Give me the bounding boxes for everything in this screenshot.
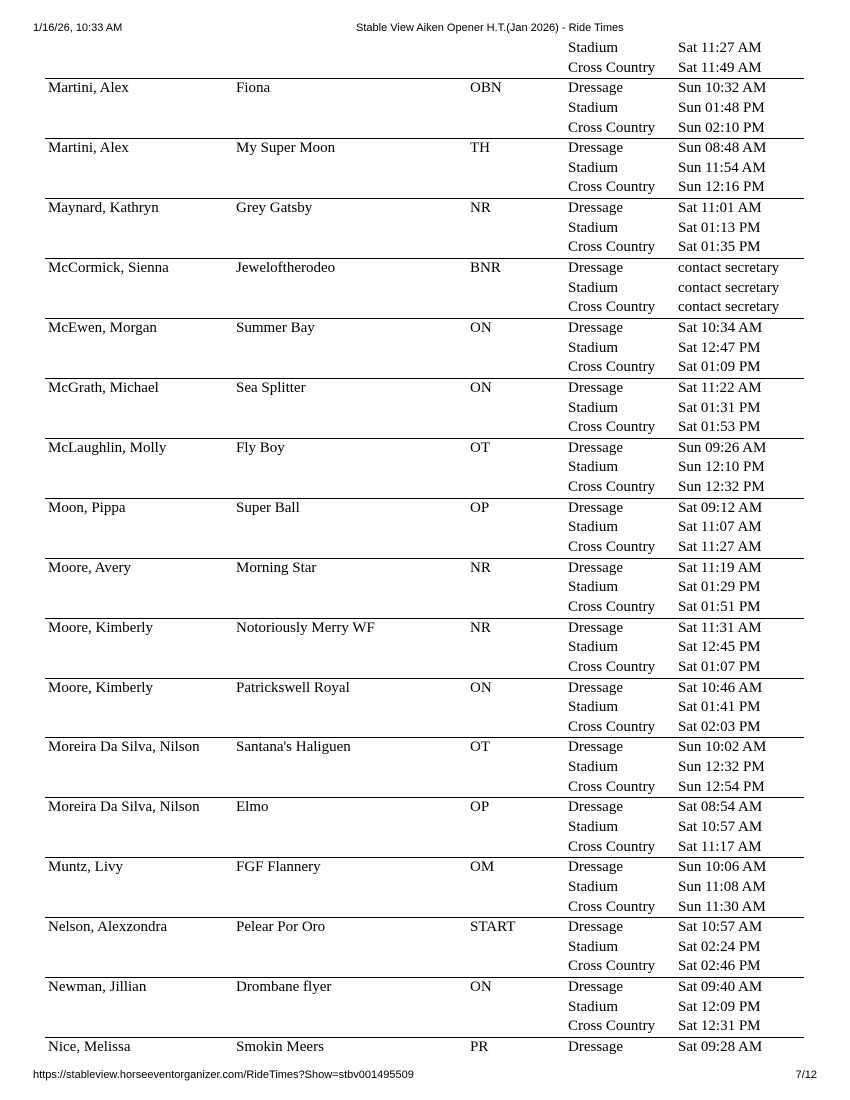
time-cell: Sun 08:48 AM [678, 140, 767, 157]
time-cell: Sun 11:54 AM [678, 159, 766, 176]
table-row [45, 977, 804, 1037]
time-cell: contact secretary [678, 279, 780, 296]
horse-cell: Santana's Haliguen [236, 739, 351, 756]
phase-cell: Cross Country [568, 479, 656, 496]
division-cell: START [470, 919, 516, 936]
time-line [45, 379, 804, 399]
division-cell: NR [470, 559, 491, 576]
table-row [45, 198, 804, 258]
time-cell: Sat 12:45 PM [678, 639, 761, 656]
time-line [45, 159, 804, 179]
time-line [45, 658, 804, 678]
page-url: https://stableview.horseeventorganizer.com/RideTimes?Show=stbv001495509 [33, 1069, 414, 1081]
phase-cell: Dressage [568, 619, 623, 636]
division-cell: ON [470, 319, 492, 336]
time-line [45, 1017, 804, 1037]
time-cell: Sun 09:26 AM [678, 439, 767, 456]
rider-cell: Moore, Avery [48, 559, 132, 576]
horse-cell: Jeweloftherodeo [236, 260, 336, 277]
phase-cell: Stadium [568, 938, 619, 955]
time-cell: Sat 11:27 AM [678, 539, 762, 556]
phase-cell: Dressage [568, 679, 623, 696]
phase-cell: Cross Country [568, 119, 656, 136]
time-cell: Sat 01:09 PM [678, 359, 761, 376]
phase-cell: Stadium [568, 339, 619, 356]
table-row [45, 857, 804, 917]
time-cell: Sat 11:27 AM [678, 40, 762, 56]
time-cell: Sat 01:53 PM [678, 419, 761, 436]
division-cell: OP [470, 499, 490, 516]
phase-cell: Stadium [568, 699, 619, 716]
phase-cell: Cross Country [568, 419, 656, 436]
time-line [45, 758, 804, 778]
division-cell: NR [470, 200, 491, 217]
rider-cell: McGrath, Michael [48, 379, 159, 396]
time-line [45, 778, 804, 798]
time-line [45, 818, 804, 838]
rider-cell: Moreira Da Silva, Nilson [48, 739, 200, 756]
table-row [45, 438, 804, 498]
time-cell: Sat 01:35 PM [678, 239, 761, 256]
ride-times-table [45, 39, 804, 1058]
rider-cell: Nelson, Alexzondra [48, 919, 168, 936]
time-line [45, 918, 804, 938]
time-cell: Sat 01:07 PM [678, 658, 761, 675]
time-line [45, 279, 804, 299]
time-cell: Sat 09:28 AM [678, 1039, 763, 1056]
horse-cell: Sea Splitter [236, 379, 306, 396]
time-line [45, 119, 804, 139]
time-cell: Sat 11:17 AM [678, 838, 762, 855]
rider-cell: McLaughlin, Molly [48, 439, 167, 456]
time-line [45, 938, 804, 958]
time-cell: contact secretary [678, 299, 780, 316]
time-cell: Sat 12:31 PM [678, 1018, 761, 1035]
table-row [45, 78, 804, 138]
time-cell: Sat 10:46 AM [678, 679, 763, 696]
time-line [45, 358, 804, 378]
time-cell: Sat 01:29 PM [678, 579, 761, 596]
print-datetime: 1/16/26, 10:33 AM [33, 22, 123, 34]
time-cell: Sun 12:32 PM [678, 759, 765, 776]
division-cell: ON [470, 679, 492, 696]
division-cell: TH [470, 140, 490, 157]
time-line [45, 259, 804, 279]
horse-cell: My Super Moon [236, 140, 336, 157]
horse-cell: Drombane flyer [236, 979, 332, 996]
horse-cell: FGF Flannery [236, 859, 321, 876]
phase-cell: Dressage [568, 919, 623, 936]
phase-cell: Cross Country [568, 539, 656, 556]
table-row [45, 258, 804, 318]
phase-cell: Cross Country [568, 59, 656, 76]
time-line [45, 298, 804, 318]
table-row [45, 737, 804, 797]
time-line [45, 898, 804, 918]
phase-cell: Dressage [568, 379, 623, 396]
time-line [45, 339, 804, 359]
horse-cell: Elmo [236, 799, 269, 816]
phase-cell: Stadium [568, 159, 619, 176]
division-cell: OT [470, 439, 490, 456]
phase-cell: Stadium [568, 639, 619, 656]
page-number: 7/12 [795, 1069, 817, 1081]
time-line [45, 957, 804, 977]
time-cell: Sat 08:54 AM [678, 799, 763, 816]
table-row [45, 618, 804, 678]
time-cell: Sat 02:24 PM [678, 938, 761, 955]
time-cell: Sat 09:12 AM [678, 499, 763, 516]
time-line [45, 798, 804, 818]
phase-cell: Cross Country [568, 658, 656, 675]
table-row [45, 917, 804, 977]
phase-cell: Cross Country [568, 1018, 656, 1035]
time-cell: Sun 02:10 PM [678, 119, 765, 136]
time-line [45, 458, 804, 478]
phase-cell: Dressage [568, 1039, 623, 1056]
time-cell: Sat 02:46 PM [678, 958, 761, 975]
time-line [45, 478, 804, 498]
phase-cell: Cross Country [568, 359, 656, 376]
table-row [45, 797, 804, 857]
time-line [45, 178, 804, 198]
time-line [45, 559, 804, 579]
time-line [45, 838, 804, 858]
time-line [45, 619, 804, 639]
rider-cell: Maynard, Kathryn [48, 200, 159, 217]
time-line [45, 598, 804, 618]
time-cell: Sat 02:03 PM [678, 718, 761, 735]
phase-cell: Dressage [568, 799, 623, 816]
time-cell: Sun 01:48 PM [678, 99, 765, 116]
time-cell: Sat 01:41 PM [678, 699, 761, 716]
horse-cell: Fly Boy [236, 439, 285, 456]
horse-cell: Pelear Por Oro [236, 919, 326, 936]
table-row [45, 558, 804, 618]
time-line [45, 978, 804, 998]
time-line [45, 99, 804, 119]
time-cell: Sat 01:51 PM [678, 598, 761, 615]
division-cell: PR [470, 1039, 489, 1056]
table-row [45, 138, 804, 198]
phase-cell: Stadium [568, 519, 619, 536]
time-line [45, 399, 804, 419]
time-line [45, 998, 804, 1018]
horse-cell: Summer Bay [236, 319, 315, 336]
time-cell: Sat 10:34 AM [678, 319, 763, 336]
time-cell: Sat 11:07 AM [678, 519, 762, 536]
time-cell: Sat 01:31 PM [678, 399, 761, 416]
time-line [45, 698, 804, 718]
horse-cell: Patrickswell Royal [236, 679, 350, 696]
phase-cell: Stadium [568, 399, 619, 416]
continuation-row [45, 59, 804, 79]
table-row [45, 678, 804, 738]
table-row [45, 1037, 804, 1058]
time-cell: Sat 11:31 AM [678, 619, 762, 636]
time-cell: Sun 11:08 AM [678, 878, 766, 895]
phase-cell: Stadium [568, 759, 619, 776]
rider-cell: Moore, Kimberly [48, 679, 153, 696]
horse-cell: Notoriously Merry WF [236, 619, 375, 636]
phase-cell: Dressage [568, 859, 623, 876]
time-cell: Sun 10:02 AM [678, 739, 767, 756]
continuation-row [45, 39, 804, 59]
phase-cell: Stadium [568, 279, 619, 296]
phase-cell: Cross Country [568, 179, 656, 196]
page-title: Stable View Aiken Opener H.T.(Jan 2026) - Ride Times [356, 22, 624, 34]
horse-cell: Morning Star [236, 559, 317, 576]
phase-cell: Cross Country [568, 958, 656, 975]
phase-cell: Cross Country [568, 598, 656, 615]
time-cell: Sat 10:57 AM [678, 818, 763, 835]
division-cell: ON [470, 979, 492, 996]
phase-cell: Dressage [568, 559, 623, 576]
time-line [45, 418, 804, 438]
rider-cell: Moreira Da Silva, Nilson [48, 799, 200, 816]
rider-cell: McCormick, Sienna [48, 260, 169, 277]
rider-cell: McEwen, Morgan [48, 319, 157, 336]
time-line [45, 518, 804, 538]
time-cell: Sun 11:30 AM [678, 898, 766, 915]
time-cell: Sat 12:09 PM [678, 998, 761, 1015]
phase-cell: Dressage [568, 319, 623, 336]
time-line [45, 1038, 804, 1058]
rider-cell: Moore, Kimberly [48, 619, 153, 636]
phase-cell: Stadium [568, 40, 619, 56]
division-cell: NR [470, 619, 491, 636]
time-line [45, 578, 804, 598]
rider-cell: Muntz, Livy [48, 859, 123, 876]
time-line [45, 718, 804, 738]
phase-cell: Dressage [568, 979, 623, 996]
phase-cell: Dressage [568, 499, 623, 516]
phase-cell: Dressage [568, 200, 623, 217]
rider-cell: Martini, Alex [48, 140, 129, 157]
time-line [45, 439, 804, 459]
division-cell: ON [470, 379, 492, 396]
phase-cell: Stadium [568, 219, 619, 236]
rider-cell: Moon, Pippa [48, 499, 126, 516]
horse-cell: Smokin Meers [236, 1039, 324, 1056]
time-cell: Sat 11:22 AM [678, 379, 762, 396]
time-cell: Sat 09:40 AM [678, 979, 763, 996]
time-line [45, 199, 804, 219]
phase-cell: Cross Country [568, 778, 656, 795]
time-cell: Sun 12:10 PM [678, 459, 765, 476]
phase-cell: Cross Country [568, 299, 656, 316]
phase-cell: Stadium [568, 579, 619, 596]
horse-cell: Super Ball [236, 499, 300, 516]
time-cell: Sat 11:19 AM [678, 559, 762, 576]
phase-cell: Stadium [568, 99, 619, 116]
time-cell: Sat 01:13 PM [678, 219, 761, 236]
time-line [45, 499, 804, 519]
phase-cell: Cross Country [568, 898, 656, 915]
time-line [45, 319, 804, 339]
rider-cell: Martini, Alex [48, 80, 129, 97]
time-cell: Sat 10:57 AM [678, 919, 763, 936]
time-cell: Sat 11:49 AM [678, 59, 762, 76]
phase-cell: Cross Country [568, 239, 656, 256]
time-line [45, 238, 804, 258]
rider-cell: Nice, Melissa [48, 1039, 131, 1056]
phase-cell: Dressage [568, 739, 623, 756]
time-line [45, 139, 804, 159]
horse-cell: Grey Gatsby [236, 200, 313, 217]
phase-cell: Cross Country [568, 838, 656, 855]
time-cell: contact secretary [678, 260, 780, 277]
time-cell: Sun 10:32 AM [678, 80, 767, 97]
phase-cell: Stadium [568, 998, 619, 1015]
phase-cell: Stadium [568, 818, 619, 835]
division-cell: OM [470, 859, 495, 876]
time-line [45, 858, 804, 878]
time-cell: Sat 12:47 PM [678, 339, 761, 356]
table-row [45, 318, 804, 378]
phase-cell: Dressage [568, 140, 623, 157]
rider-cell: Newman, Jillian [48, 979, 147, 996]
phase-cell: Stadium [568, 459, 619, 476]
time-cell: Sun 10:06 AM [678, 859, 767, 876]
phase-cell: Dressage [568, 439, 623, 456]
table-row [45, 378, 804, 438]
phase-cell: Dressage [568, 80, 623, 97]
division-cell: OP [470, 799, 490, 816]
table-row [45, 498, 804, 558]
time-line [45, 878, 804, 898]
phase-cell: Cross Country [568, 718, 656, 735]
horse-cell: Fiona [236, 80, 271, 97]
time-line [45, 538, 804, 558]
division-cell: OT [470, 739, 490, 756]
time-cell: Sat 11:01 AM [678, 200, 762, 217]
time-line [45, 638, 804, 658]
time-cell: Sun 12:54 PM [678, 778, 765, 795]
time-line [45, 219, 804, 239]
time-line [45, 79, 804, 99]
division-cell: BNR [470, 260, 501, 277]
time-cell: Sun 12:32 PM [678, 479, 765, 496]
time-cell: Sun 12:16 PM [678, 179, 765, 196]
time-line [45, 738, 804, 758]
time-line [45, 679, 804, 699]
division-cell: OBN [470, 80, 502, 97]
phase-cell: Stadium [568, 878, 619, 895]
phase-cell: Dressage [568, 260, 623, 277]
